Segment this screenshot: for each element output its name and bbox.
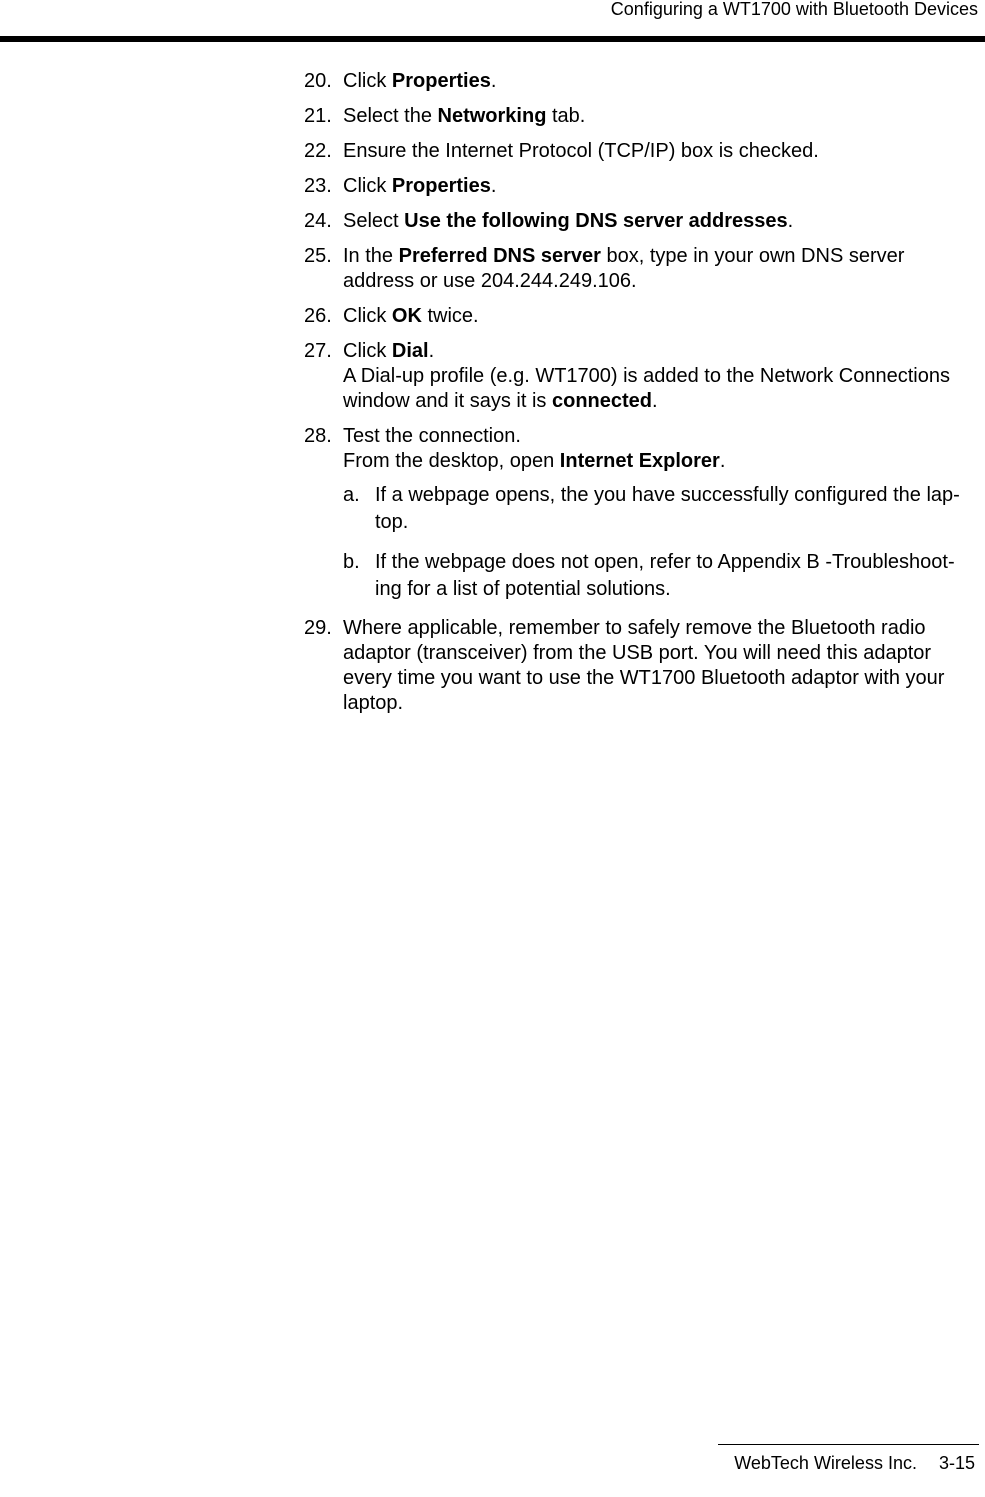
step-text: Select: [343, 210, 405, 232]
step-text: Click: [343, 70, 392, 92]
step-number: 26.: [304, 305, 332, 327]
step-text: tab.: [546, 105, 586, 127]
step-number: 29.: [304, 617, 332, 639]
ui-term: Preferred DNS server: [398, 245, 601, 267]
substep-letter: b.: [343, 551, 360, 573]
step-text: twice.: [421, 305, 479, 327]
step-21: [304, 104, 982, 129]
substep-text: If the webpage does not open, refer to Appendix B -Troubleshoot-: [375, 551, 955, 573]
step-text: every time you want to use the WT1700 Bluetooth adaptor with your: [343, 667, 945, 689]
ui-term: OK: [391, 305, 422, 327]
step-text: Ensure the Internet Protocol (TCP/IP) box is checked.: [343, 140, 819, 162]
step-text: Click: [343, 305, 392, 327]
ui-term: connected: [551, 390, 653, 412]
step-22: [304, 139, 982, 164]
step-text: From the desktop, open: [343, 450, 560, 472]
step-line: [343, 339, 982, 364]
step-text: .: [652, 390, 658, 412]
step-28: [304, 424, 982, 603]
ui-term: Networking: [437, 105, 547, 127]
ui-term: Dial: [391, 340, 429, 362]
step-text: Select the: [343, 105, 438, 127]
step-number: 20.: [304, 70, 332, 92]
substep-list: [343, 482, 982, 603]
step-line: [343, 244, 982, 269]
step-26: [304, 304, 982, 329]
step-text: Click: [343, 340, 392, 362]
step-number: 27.: [304, 340, 332, 362]
step-number: 22.: [304, 140, 332, 162]
step-25: [304, 244, 982, 294]
ui-term: Use the following DNS server addresses: [404, 210, 788, 232]
step-text: In the: [343, 245, 399, 267]
step-text: Test the connection.: [343, 425, 521, 447]
step-text: address or use 204.244.249.106.: [343, 270, 637, 292]
step-number: 21.: [304, 105, 332, 127]
substep-text: ing for a list of potential solutions.: [375, 578, 671, 600]
company-name: WebTech Wireless Inc.: [734, 1453, 917, 1473]
ui-term: Internet Explorer: [559, 450, 720, 472]
running-header: Configuring a WT1700 with Bluetooth Devices: [610, 0, 978, 19]
step-number: 24.: [304, 210, 332, 232]
substep-a: [343, 482, 982, 536]
step-line: [343, 449, 982, 474]
step-number: 28.: [304, 425, 332, 447]
step-text: .: [719, 450, 726, 472]
step-29: [304, 616, 982, 716]
step-number: 25.: [304, 245, 332, 267]
step-text: .: [787, 210, 794, 232]
step-text: laptop.: [343, 692, 404, 714]
ui-term: Properties: [391, 175, 491, 197]
step-result: A Dial-up profile (e.g. WT1700) is added to the Network Connections: [343, 365, 950, 387]
step-text: Where applicable, remember to safely remove the Bluetooth radio: [343, 617, 926, 639]
ui-term: Properties: [391, 70, 491, 92]
step-27: [304, 339, 982, 414]
step-text: .: [490, 175, 497, 197]
header-rule: [0, 36, 985, 42]
step-number: 23.: [304, 175, 332, 197]
step-text: adaptor (transceiver) from the USB port. You will need this adaptor: [343, 642, 932, 664]
step-text: .: [490, 70, 497, 92]
footer-rule: [718, 1444, 979, 1445]
step-result: window and it says it is: [343, 390, 552, 412]
step-text: Click: [343, 175, 392, 197]
running-footer: [734, 1452, 975, 1474]
step-list: [304, 69, 982, 726]
substep-letter: a.: [343, 484, 360, 506]
substep-b: [343, 549, 982, 603]
step-23: [304, 174, 982, 199]
step-line: [343, 389, 982, 414]
step-text: .: [428, 340, 435, 362]
substep-text: top.: [375, 511, 409, 533]
step-text: box, type in your own DNS server: [600, 245, 905, 267]
step-20: [304, 69, 982, 94]
step-24: [304, 209, 982, 234]
page-number: 3-15: [938, 1453, 975, 1473]
substep-text: If a webpage opens, the you have successfully configured the lap-: [375, 484, 960, 506]
